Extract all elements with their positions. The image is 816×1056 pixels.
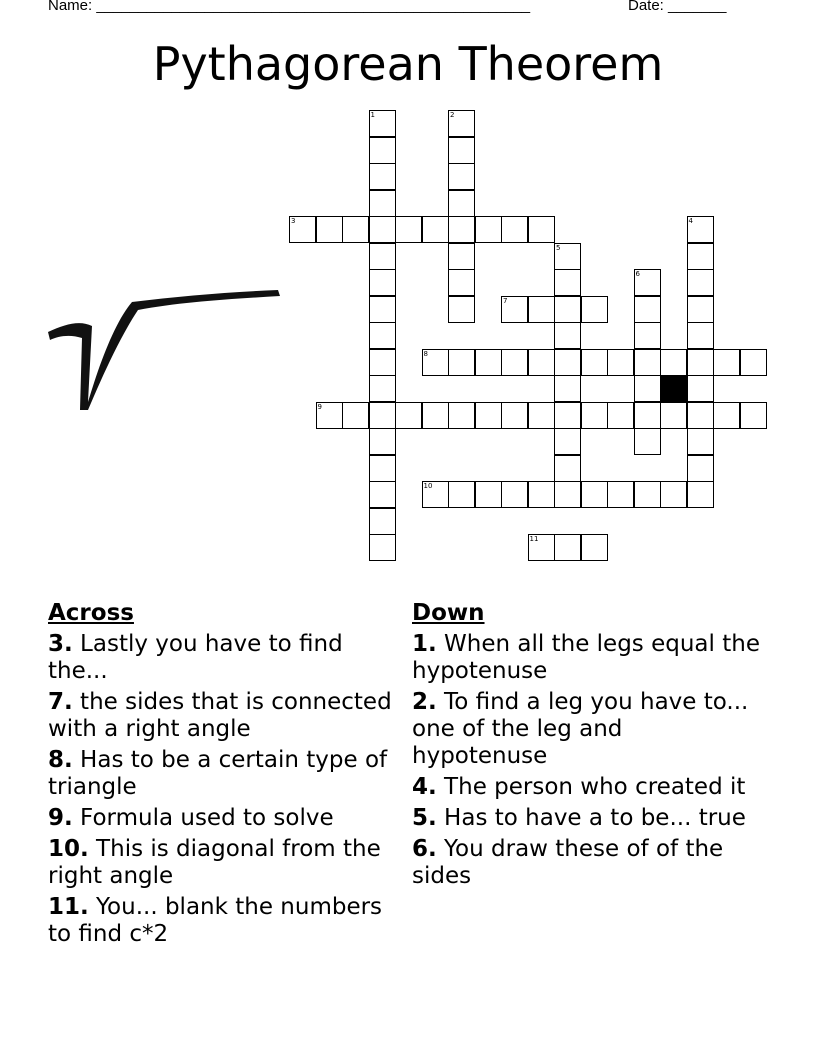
crossword-cell[interactable] — [369, 428, 396, 455]
crossword-cell[interactable] — [581, 481, 608, 508]
crossword-cell[interactable] — [634, 269, 661, 296]
clue-number: 3 — [291, 217, 296, 225]
clue-number-label: 6. — [412, 836, 437, 862]
crossword-cell[interactable] — [369, 296, 396, 323]
across-clue — [48, 631, 403, 685]
crossword-cell[interactable] — [475, 402, 502, 429]
crossword-cell[interactable] — [554, 402, 581, 429]
crossword-cell[interactable] — [448, 243, 475, 270]
crossword-cell[interactable] — [369, 322, 396, 349]
crossword-cell[interactable] — [554, 534, 581, 561]
crossword-cell[interactable] — [740, 349, 767, 376]
crossword-cell[interactable] — [448, 216, 475, 243]
crossword-cell[interactable] — [687, 455, 714, 482]
crossword-cell[interactable] — [740, 402, 767, 429]
crossword-cell[interactable] — [501, 402, 528, 429]
crossword-cell[interactable] — [554, 243, 581, 270]
crossword-cell[interactable] — [581, 349, 608, 376]
crossword-cell[interactable] — [395, 402, 422, 429]
blocked-cell — [660, 375, 687, 402]
crossword-cell[interactable] — [448, 481, 475, 508]
crossword-cell[interactable] — [369, 508, 396, 535]
crossword-cell[interactable] — [713, 349, 740, 376]
crossword-cell[interactable] — [607, 349, 634, 376]
crossword-cell[interactable] — [528, 296, 555, 323]
clue-number-label: 9. — [48, 805, 73, 831]
crossword-cell[interactable] — [369, 137, 396, 164]
crossword-cell[interactable] — [554, 296, 581, 323]
crossword-cell[interactable] — [581, 296, 608, 323]
crossword-cell[interactable] — [289, 216, 316, 243]
clue-text: When all the legs equal the hypotenuse — [412, 631, 760, 684]
clue-number: 10 — [423, 482, 433, 490]
clue-number-label: 4. — [412, 774, 437, 800]
clue-number: 6 — [635, 270, 640, 278]
clue-number-label: 10. — [48, 836, 89, 862]
crossword-cell[interactable] — [448, 296, 475, 323]
clue-number-label: 11. — [48, 894, 89, 920]
crossword-cell[interactable] — [687, 349, 714, 376]
crossword-cell[interactable] — [501, 216, 528, 243]
crossword-cell[interactable] — [369, 402, 396, 429]
crossword-cell[interactable] — [369, 190, 396, 217]
across-clue — [48, 836, 403, 890]
crossword-cell[interactable] — [422, 481, 449, 508]
crossword-cell[interactable] — [687, 481, 714, 508]
crossword-cell[interactable] — [554, 349, 581, 376]
clue-number: 1 — [370, 111, 375, 119]
across-clue — [48, 689, 403, 743]
crossword-cell[interactable] — [634, 322, 661, 349]
crossword-cell[interactable] — [369, 481, 396, 508]
down-clue — [412, 631, 762, 685]
crossword-cell[interactable] — [687, 269, 714, 296]
crossword-cell[interactable] — [422, 349, 449, 376]
across-clue — [48, 894, 403, 948]
crossword-cell[interactable] — [713, 402, 740, 429]
date-field-label: Date: _______ — [628, 0, 727, 14]
page-title: Pythagorean Theorem — [152, 37, 664, 91]
crossword-cell[interactable] — [342, 216, 369, 243]
crossword-cell[interactable] — [501, 296, 528, 323]
clue-text: Has to have a to be... true — [436, 805, 746, 831]
crossword-cell[interactable] — [422, 402, 449, 429]
crossword-cell[interactable] — [581, 402, 608, 429]
crossword-cell[interactable] — [607, 481, 634, 508]
crossword-cell[interactable] — [687, 216, 714, 243]
crossword-cell[interactable] — [528, 481, 555, 508]
crossword-cell[interactable] — [316, 402, 343, 429]
crossword-cell[interactable] — [369, 534, 396, 561]
crossword-cell[interactable] — [369, 455, 396, 482]
clue-text: Formula used to solve — [72, 805, 334, 831]
across-clue — [48, 805, 403, 832]
clue-text: the sides that is connected with a right angle — [48, 689, 392, 742]
crossword-cell[interactable] — [634, 349, 661, 376]
crossword-cell[interactable] — [687, 375, 714, 402]
clue-number: 4 — [688, 217, 693, 225]
clue-text: This is diagonal from the right angle — [48, 836, 381, 889]
down-clue — [412, 836, 762, 890]
clue-number-label: 5. — [412, 805, 437, 831]
crossword-cell[interactable] — [634, 296, 661, 323]
crossword-cell[interactable] — [634, 481, 661, 508]
crossword-cell[interactable] — [554, 481, 581, 508]
crossword-cell[interactable] — [687, 296, 714, 323]
name-field-label: Name: ____________________________________________________ — [48, 0, 531, 14]
clue-text: The person who created it — [436, 774, 746, 800]
clue-text: Lastly you have to find the... — [48, 631, 343, 684]
crossword-cell[interactable] — [634, 428, 661, 455]
crossword-cell[interactable] — [528, 216, 555, 243]
crossword-cell[interactable] — [528, 534, 555, 561]
clue-number-label: 1. — [412, 631, 437, 657]
crossword-cell[interactable] — [475, 481, 502, 508]
crossword-cell[interactable] — [501, 349, 528, 376]
clue-number: 9 — [317, 402, 322, 411]
down-clue — [412, 774, 762, 801]
crossword-cell[interactable] — [369, 269, 396, 296]
crossword-cell[interactable] — [448, 402, 475, 429]
crossword-cell[interactable] — [395, 216, 422, 243]
crossword-cell[interactable] — [687, 243, 714, 270]
across-heading: Across — [48, 600, 134, 626]
crossword-cell[interactable] — [369, 375, 396, 402]
crossword-cell[interactable] — [581, 534, 608, 561]
crossword-cell[interactable] — [634, 402, 661, 429]
crossword-cell[interactable] — [528, 402, 555, 429]
crossword-cell[interactable] — [554, 375, 581, 402]
across-clue — [48, 747, 403, 801]
crossword-cell[interactable] — [660, 349, 687, 376]
clue-text: You... blank the numbers to find c*2 — [48, 894, 383, 947]
clue-number-label: 7. — [48, 689, 73, 715]
clue-number: 11 — [529, 535, 539, 543]
crossword-cell[interactable] — [687, 402, 714, 429]
clue-number: 7 — [503, 296, 508, 305]
down-clue — [412, 689, 762, 770]
crossword-cell[interactable] — [448, 269, 475, 296]
crossword-cell[interactable] — [475, 349, 502, 376]
clue-number-label: 8. — [48, 747, 73, 773]
crossword-cell[interactable] — [369, 163, 396, 190]
crossword-cell[interactable] — [554, 428, 581, 455]
crossword-cell[interactable] — [634, 375, 661, 402]
clue-number: 8 — [423, 349, 428, 358]
down-clues — [412, 600, 762, 894]
crossword-cell[interactable] — [369, 216, 396, 243]
crossword-cell[interactable] — [687, 428, 714, 455]
crossword-cell[interactable] — [448, 137, 475, 164]
crossword-cell[interactable] — [660, 481, 687, 508]
down-clue — [412, 805, 762, 832]
crossword-cell[interactable] — [501, 481, 528, 508]
crossword-cell[interactable] — [369, 349, 396, 376]
crossword-cell[interactable] — [316, 216, 343, 243]
down-heading: Down — [412, 600, 485, 626]
crossword-cell[interactable] — [342, 402, 369, 429]
crossword-cell[interactable] — [369, 243, 396, 270]
crossword-cell[interactable] — [554, 455, 581, 482]
crossword-cell[interactable] — [369, 110, 396, 137]
crossword-cell[interactable] — [554, 322, 581, 349]
clue-number: 5 — [556, 243, 561, 252]
crossword-cell[interactable] — [448, 349, 475, 376]
crossword-cell[interactable] — [475, 216, 502, 243]
crossword-cell[interactable] — [607, 402, 634, 429]
clue-text: You draw these of of the sides — [412, 836, 724, 889]
clue-number: 2 — [450, 111, 455, 119]
crossword-cell[interactable] — [422, 216, 449, 243]
clue-text: To find a leg you have to... one of the leg and hypotenuse — [412, 689, 749, 769]
crossword-cell[interactable] — [554, 269, 581, 296]
clue-number-label: 3. — [48, 631, 73, 657]
crossword-cell[interactable] — [448, 110, 475, 137]
crossword-cell[interactable] — [528, 349, 555, 376]
clue-text: Has to be a certain type of triangle — [48, 747, 388, 800]
crossword-cell[interactable] — [687, 322, 714, 349]
crossword-cell[interactable] — [660, 402, 687, 429]
clue-number-label: 2. — [412, 689, 437, 715]
crossword-cell[interactable] — [448, 190, 475, 217]
across-clues — [48, 600, 403, 952]
crossword-cell[interactable] — [448, 163, 475, 190]
